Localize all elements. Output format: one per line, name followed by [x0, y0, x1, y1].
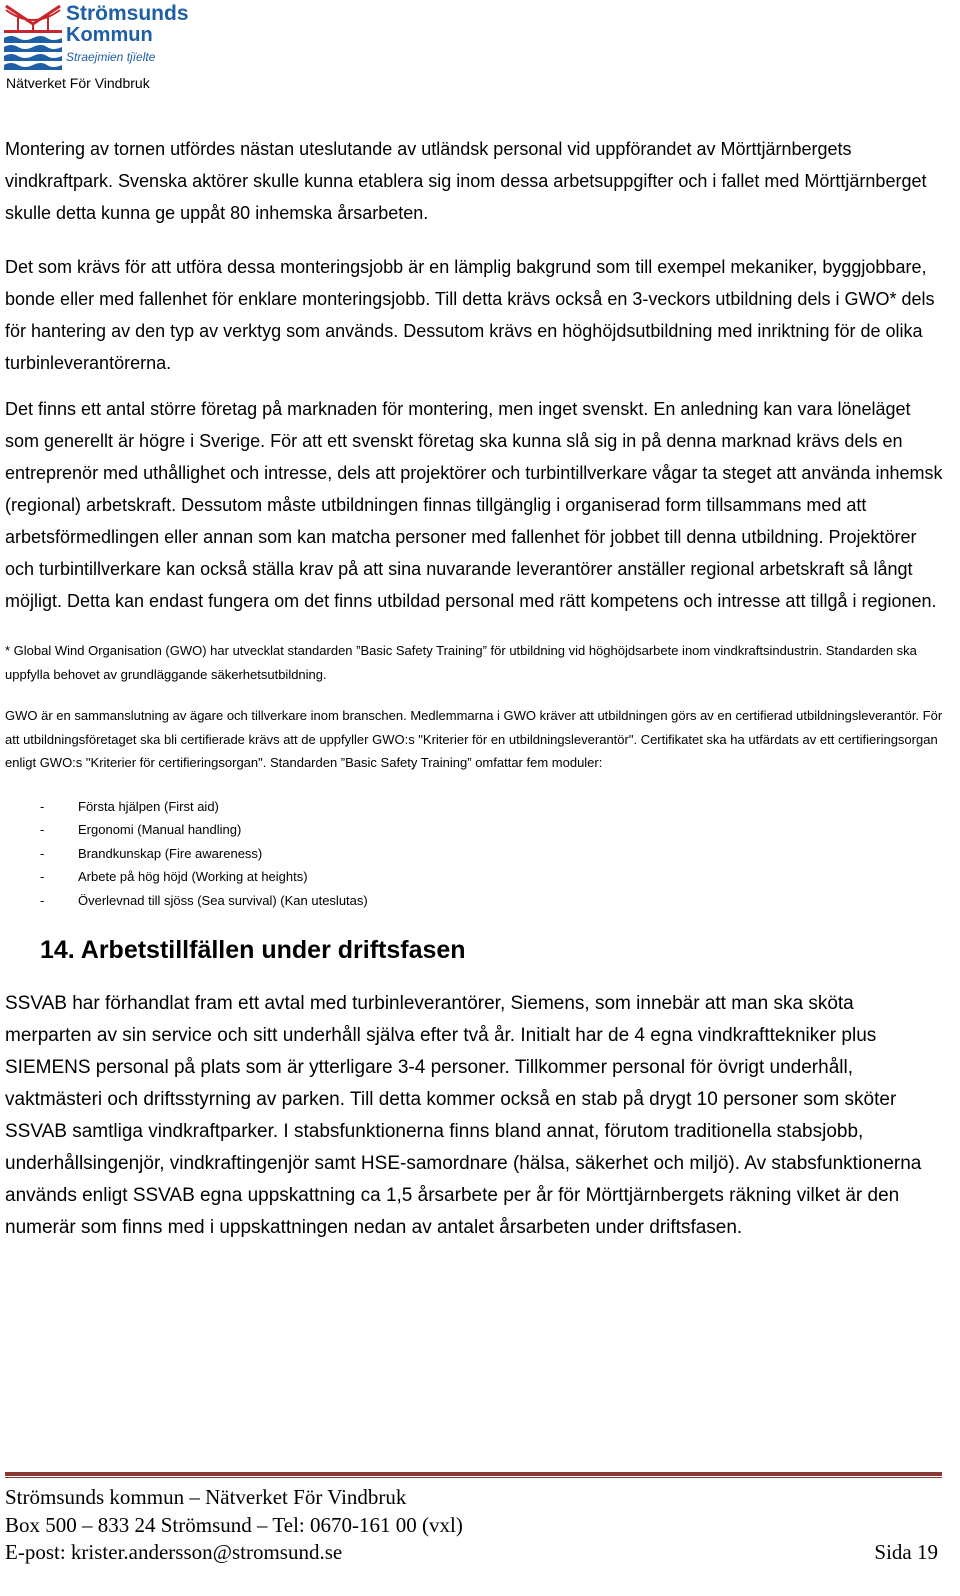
list-dash: -	[40, 892, 45, 908]
list-item	[5, 795, 945, 819]
document-body	[5, 133, 945, 1244]
list-dash: -	[40, 798, 45, 814]
list-item-text: Brandkunskap (Fire awareness)	[78, 845, 263, 861]
page-header	[4, 0, 304, 100]
list-item-text: Överlevnad till sjöss (Sea survival) (Kan uteslutas)	[78, 892, 368, 908]
list-item	[5, 889, 945, 913]
section-number: 14.	[40, 936, 75, 964]
footer-email: E-post: krister.andersson@stromsund.se	[5, 1540, 343, 1564]
footer-divider-thin	[5, 1477, 942, 1478]
page-footer	[5, 1484, 942, 1567]
list-item-text: Första hjälpen (First aid)	[78, 798, 219, 814]
list-item	[5, 865, 945, 889]
footnote-gwo: * Global Wind Organisation (GWO) har utvecklat standarden ”Basic Safety Training” för utbildning vid höghöjdsarbete inom vindkraftsindustrin. Standarden ska uppfylla behovet av grundläggande säkerhetsutbildning.	[5, 643, 917, 682]
network-name: Nätverket För Vindbruk	[6, 75, 150, 91]
list-item-text: Ergonomi (Manual handling)	[78, 822, 242, 837]
list-item	[5, 842, 945, 866]
logo-name-line1: Strömsunds	[66, 2, 189, 25]
paragraph-market: Det finns ett antal större företag på marknaden för montering, men inget svenskt. En anledning kan vara löneläget som generellt är högre i Sverige. För att ett svenskt företag ska kunna slå sig in på denna marknad krävs dels en entreprenör med uthållighet och intresse, dels att projektörer och turbintillverkare vågar ta steget att använda inhemsk (regional) arbetskraft. Dessutom måste utbildningen finnas tillgänglig i organiserad form tillsammans med att arbetsförmedlingen eller annan som kan matcha personer med fallenhet för jobbet till denna utbildning. Projektörer och turbintillverkare kan också ställa krav på att sina nuvarande leverantörer anställer regional arbetskraft så långt möjligt. Detta kan endast fungera om det finns utbildad personal med rätt kompetens och intresse att tillgå i regionen.	[5, 399, 943, 611]
module-list	[5, 795, 945, 913]
list-dash: -	[40, 845, 45, 861]
logo-name-line2: Kommun	[66, 24, 153, 46]
paragraph-requirements: Det som krävs för att utföra dessa monteringsjobb är en lämplig bakgrund som till exempel mekaniker, byggjobbare, bonde eller med fallenhet för enklare monteringsjobb. Till detta krävs också en 3-veckors utbildning dels i GWO* dels för hantering av den typ av verktyg som används. Dessutom krävs en höghöjdsutbildning med inriktning för de olika turbinleverantörerna.	[5, 257, 935, 373]
list-dash: -	[40, 822, 45, 837]
logo-subtitle: Straejmien tjïelte	[66, 50, 156, 64]
paragraph-operations: SSVAB har förhandlat fram ett avtal med turbinleverantörer, Siemens, som innebär att man ska sköta merparten av sin service och sitt underhåll själva efter två år. Initialt har de 4 egna vindkrafttekniker plus SIEMENS personal på plats som är ytterligare 3-4 personer. Tillkommer personal för övrigt underhåll, vaktmästeri och driftsstyrning av parken. Till detta kommer också en stab på drygt 10 personer som sköter SSVAB samtliga vindkraftparker. I stabsfunktionerna finns bland annat, förutom traditionella stabsjobb, underhållsingenjör, vindkraftingenjör samt HSE-samordnare (hälsa, säkerhet och miljö). Av stabsfunktionerna används enligt SSVAB egna uppskattning ca 1,5 årsarbete per år för Mörttjärnbergets räkning vilket är den numerär som finns med i uppskattningen nedan av antalet årsarbeten under driftsfasen.	[5, 993, 922, 1238]
footer-divider	[5, 1472, 942, 1476]
footer-org: Strömsunds kommun – Nätverket För Vindbruk	[5, 1485, 407, 1509]
footnote-gwo-members: GWO är en sammanslutning av ägare och tillverkare inom branschen. Medlemmarna i GWO kräver att utbildningen görs av en certifierad utbildningsleverantör. För att utbildningsföretaget ska bli certifierade krävs att de uppfyller GWO:s "Kriterier för en utbildningsleverantör". Certifikatet ska ha utfärdats av ett certifieringsorgan enligt GWO:s "Kriterier för certifieringsorgan". Standarden ”Basic Safety Training” omfattar fem moduler:	[5, 708, 943, 770]
list-item-text: Arbete på hög höjd (Working at heights)	[78, 869, 308, 884]
page-number: Sida 19	[874, 1540, 938, 1564]
section-heading	[40, 932, 945, 968]
municipality-logo-icon	[4, 0, 62, 70]
list-dash: -	[40, 869, 45, 884]
footer-address: Box 500 – 833 24 Strömsund – Tel: 0670-161 00 (vxl)	[5, 1512, 463, 1537]
list-item	[5, 818, 945, 842]
paragraph-mounting: Montering av tornen utfördes nästan uteslutande av utländsk personal vid uppförandet av Mörttjärnbergets vindkraftpark. Svenska aktörer skulle kunna etablera sig inom dessa arbetsuppgifter och i fallet med Mörttjärnberget skulle detta kunna ge uppåt 80 inhemska årsarbeten.	[5, 139, 927, 223]
section-title: Arbetstillfällen under driftsfasen	[80, 936, 466, 964]
